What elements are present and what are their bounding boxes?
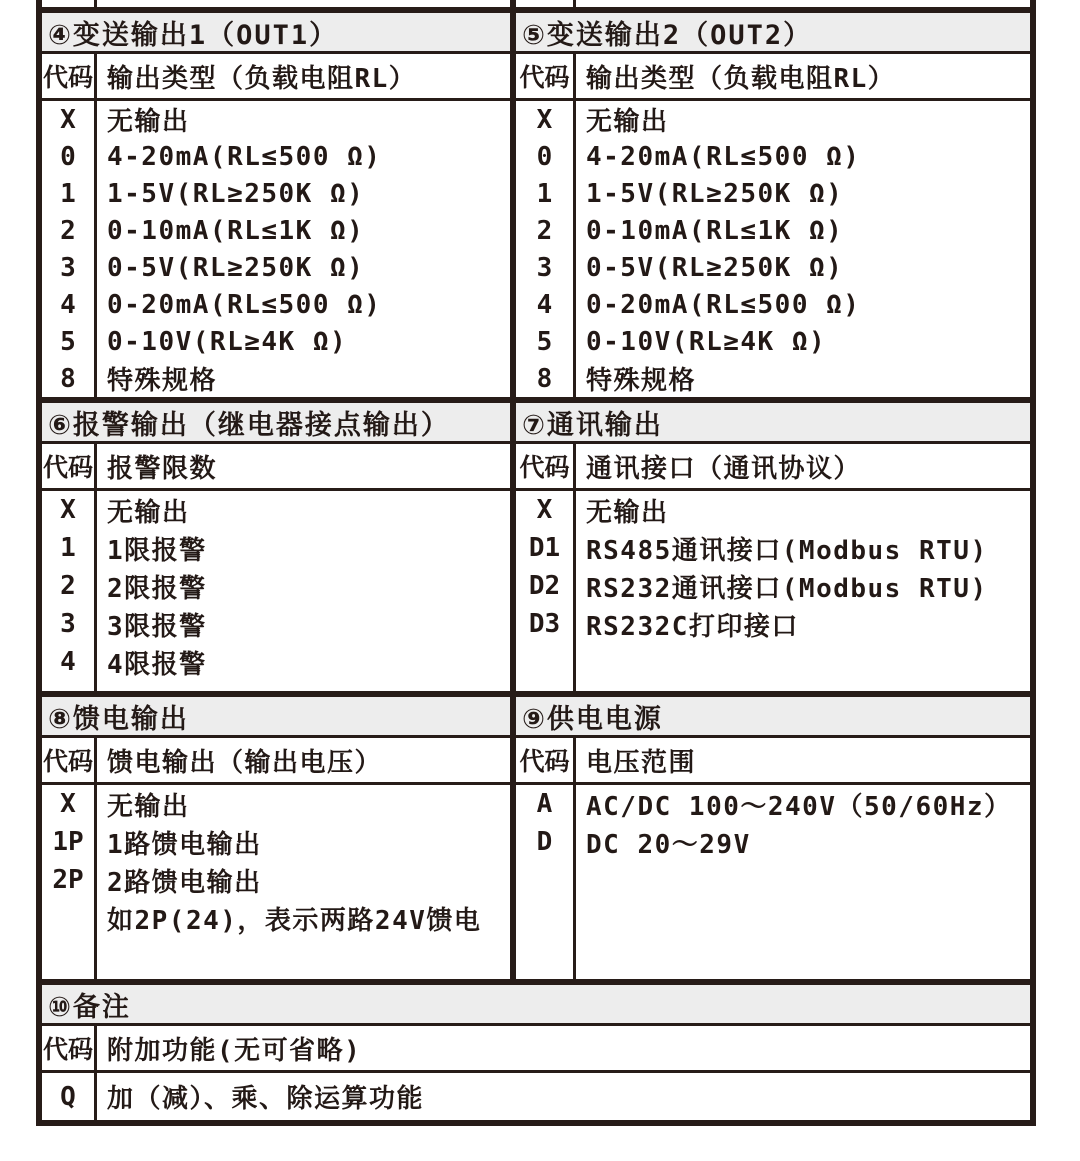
- desc-cell: 0-20mA(RL≤500 Ω): [107, 289, 382, 320]
- table-row: [42, 899, 510, 937]
- column-header-row: [42, 1026, 1030, 1073]
- code-cell: 1P: [42, 823, 97, 861]
- table-row: [42, 249, 510, 286]
- table-area: [36, 0, 1036, 1126]
- desc-cell: 如2P(24)，表示两路24V馈电: [107, 905, 482, 936]
- section-title: ⑦通讯输出: [516, 403, 1030, 444]
- desc-column-header: 馈电输出（输出电压）: [107, 747, 383, 778]
- code-cell: X: [42, 101, 97, 138]
- desc-cell: 无输出: [107, 497, 190, 528]
- code-column-header: 代码: [42, 54, 97, 98]
- section-feed-output: [36, 691, 516, 991]
- code-cell: D1: [516, 529, 576, 567]
- empty-space-row: [516, 643, 1030, 691]
- table-row: [42, 529, 510, 567]
- table-row: [42, 212, 510, 249]
- previous-row-fragment: [36, 0, 1036, 7]
- code-cell: 2P: [42, 861, 97, 899]
- table-row: [516, 101, 1030, 138]
- desc-cell: 1-5V(RL≥250K Ω): [107, 178, 365, 209]
- column-header-row: [516, 444, 1030, 491]
- code-cell: 5: [516, 323, 576, 360]
- table-row: [516, 138, 1030, 175]
- desc-cell: DC 20～29V: [586, 829, 751, 860]
- desc-cell-empty: [576, 643, 1030, 691]
- code-cell: 2: [42, 567, 97, 605]
- column-header-row: [42, 738, 510, 785]
- code-cell-empty: [516, 861, 576, 985]
- code-cell: X: [42, 491, 97, 529]
- column-header-row: [42, 54, 510, 101]
- desc-cell: 0-20mA(RL≤500 Ω): [586, 289, 861, 320]
- desc-column-header: 通讯接口（通讯协议）: [586, 453, 862, 484]
- table-row: [516, 212, 1030, 249]
- desc-cell: 3限报警: [107, 611, 207, 642]
- section-pair-transmit-outputs: [36, 7, 1036, 403]
- desc-cell: RS232C打印接口: [586, 611, 799, 642]
- code-cell: 1: [42, 175, 97, 212]
- column-header-row: [516, 54, 1030, 101]
- code-cell: X: [42, 785, 97, 823]
- code-column-header: 代码: [42, 738, 97, 782]
- code-cell: 0: [516, 138, 576, 175]
- section-title: ⑤变送输出2（OUT2）: [516, 13, 1030, 54]
- section-power-supply: [510, 691, 1036, 991]
- code-cell: 3: [42, 605, 97, 643]
- desc-cell: 0-10mA(RL≤1K Ω): [586, 215, 844, 246]
- section-title: ⑥报警输出（继电器接点输出）: [42, 403, 510, 444]
- table-row: [42, 785, 510, 823]
- empty-space-row: [42, 681, 510, 691]
- code-column-header: 代码: [42, 444, 97, 488]
- code-cell: X: [516, 491, 576, 529]
- code-cell-empty: [42, 937, 97, 985]
- desc-cell: 特殊规格: [107, 366, 218, 396]
- desc-cell: 0-5V(RL≥250K Ω): [107, 252, 365, 283]
- desc-cell: 无输出: [586, 497, 669, 528]
- code-cell: 2: [516, 212, 576, 249]
- table-row: [42, 360, 510, 397]
- desc-column-header: 输出类型（负载电阻RL）: [586, 63, 896, 94]
- code-cell: [42, 899, 97, 937]
- table-row: [42, 861, 510, 899]
- column-header-row: [42, 444, 510, 491]
- table-row: [42, 138, 510, 175]
- desc-cell: 4限报警: [107, 649, 207, 680]
- table-row: [516, 529, 1030, 567]
- section-remark: [36, 979, 1036, 1126]
- code-cell: D3: [516, 605, 576, 643]
- desc-cell: 0-10mA(RL≤1K Ω): [107, 215, 365, 246]
- desc-cell: RS232通讯接口(Modbus RTU): [586, 573, 988, 604]
- table-row: [516, 823, 1030, 861]
- section-body: [42, 491, 510, 691]
- section-body: [42, 1073, 1030, 1120]
- table-row: [516, 286, 1030, 323]
- code-cell: 3: [42, 249, 97, 286]
- border-fragment: [94, 0, 97, 7]
- section-body: [516, 491, 1030, 691]
- desc-column-header: 附加功能(无可省略): [107, 1035, 362, 1066]
- code-cell-empty: [516, 643, 576, 691]
- code-cell: 1: [42, 529, 97, 567]
- desc-cell: AC/DC 100～240V（50/60Hz）: [586, 791, 1012, 822]
- desc-cell-empty: [97, 937, 510, 985]
- desc-column-header: 报警限数: [107, 453, 218, 484]
- desc-cell-empty: [576, 861, 1030, 985]
- table-row: [516, 360, 1030, 397]
- table-row: [42, 643, 510, 681]
- code-cell: A: [516, 785, 576, 823]
- table-row: [516, 175, 1030, 212]
- desc-cell: 2限报警: [107, 573, 207, 604]
- section-body: [516, 785, 1030, 985]
- code-cell: 5: [42, 323, 97, 360]
- code-cell-empty: [42, 681, 97, 691]
- table-row: [42, 567, 510, 605]
- section-title: ⑨供电电源: [516, 697, 1030, 738]
- empty-space-row: [42, 937, 510, 985]
- border-fragment: [510, 0, 516, 7]
- desc-cell: 无输出: [107, 107, 190, 137]
- desc-cell: 4-20mA(RL≤500 Ω): [107, 141, 382, 172]
- desc-column-header: 电压范围: [586, 747, 697, 778]
- table-row: [516, 323, 1030, 360]
- section-remark-wrap: [36, 985, 1036, 1126]
- table-row: [42, 323, 510, 360]
- table-row: [42, 491, 510, 529]
- code-cell: Q: [42, 1073, 97, 1120]
- code-cell: 1: [516, 175, 576, 212]
- desc-cell: 1限报警: [107, 535, 207, 566]
- section-out2: [510, 7, 1036, 403]
- section-title: ⑩备注: [42, 985, 1030, 1026]
- desc-cell: 0-10V(RL≥4K Ω): [107, 326, 348, 357]
- section-title: ④变送输出1（OUT1）: [42, 13, 510, 54]
- border-fragment: [1030, 0, 1036, 7]
- empty-space-row: [516, 861, 1030, 985]
- section-pair-feed-power: [36, 691, 1036, 991]
- section-body: [42, 101, 510, 397]
- code-cell: 8: [42, 360, 97, 397]
- desc-cell: 4-20mA(RL≤500 Ω): [586, 141, 861, 172]
- desc-cell: 2路馈电输出: [107, 867, 262, 898]
- table-row: [42, 101, 510, 138]
- section-out1: [36, 7, 516, 403]
- code-cell: 3: [516, 249, 576, 286]
- code-cell: 0: [42, 138, 97, 175]
- code-cell: 4: [516, 286, 576, 323]
- desc-cell-empty: [97, 681, 510, 691]
- code-cell: 8: [516, 360, 576, 397]
- desc-cell: 无输出: [107, 791, 190, 822]
- table-row: [42, 823, 510, 861]
- section-pair-alarm-comm: [36, 397, 1036, 697]
- desc-column-header: 输出类型（负载电阻RL）: [107, 63, 417, 94]
- border-fragment: [573, 0, 576, 7]
- section-alarm-output: [36, 397, 516, 697]
- desc-cell: 0-5V(RL≥250K Ω): [586, 252, 844, 283]
- column-header-row: [516, 738, 1030, 785]
- table-row: [516, 785, 1030, 823]
- code-cell: X: [516, 101, 576, 138]
- desc-cell: 0-10V(RL≥4K Ω): [586, 326, 827, 357]
- code-column-header: 代码: [516, 444, 576, 488]
- table-row: [516, 491, 1030, 529]
- section-title: ⑧馈电输出: [42, 697, 510, 738]
- table-row: [42, 1073, 1030, 1120]
- table-row: [516, 605, 1030, 643]
- desc-cell: 1路馈电输出: [107, 829, 262, 860]
- code-cell: D2: [516, 567, 576, 605]
- desc-cell: 特殊规格: [586, 366, 697, 396]
- code-cell: 2: [42, 212, 97, 249]
- section-comm-output: [510, 397, 1036, 697]
- border-fragment: [36, 0, 42, 7]
- table-row: [516, 567, 1030, 605]
- code-column-header: 代码: [516, 738, 576, 782]
- table-row: [42, 175, 510, 212]
- table-row: [42, 286, 510, 323]
- desc-cell: RS485通讯接口(Modbus RTU): [586, 535, 988, 566]
- table-row: [42, 605, 510, 643]
- section-body: [516, 101, 1030, 397]
- section-body: [42, 785, 510, 985]
- desc-cell: 1-5V(RL≥250K Ω): [586, 178, 844, 209]
- code-column-header: 代码: [42, 1026, 97, 1070]
- code-cell: 4: [42, 643, 97, 681]
- code-cell: D: [516, 823, 576, 861]
- desc-cell: 无输出: [586, 107, 669, 137]
- code-cell: 4: [42, 286, 97, 323]
- code-column-header: 代码: [516, 54, 576, 98]
- desc-cell: 加（减）、乘、除运算功能: [107, 1084, 425, 1114]
- table-row: [516, 249, 1030, 286]
